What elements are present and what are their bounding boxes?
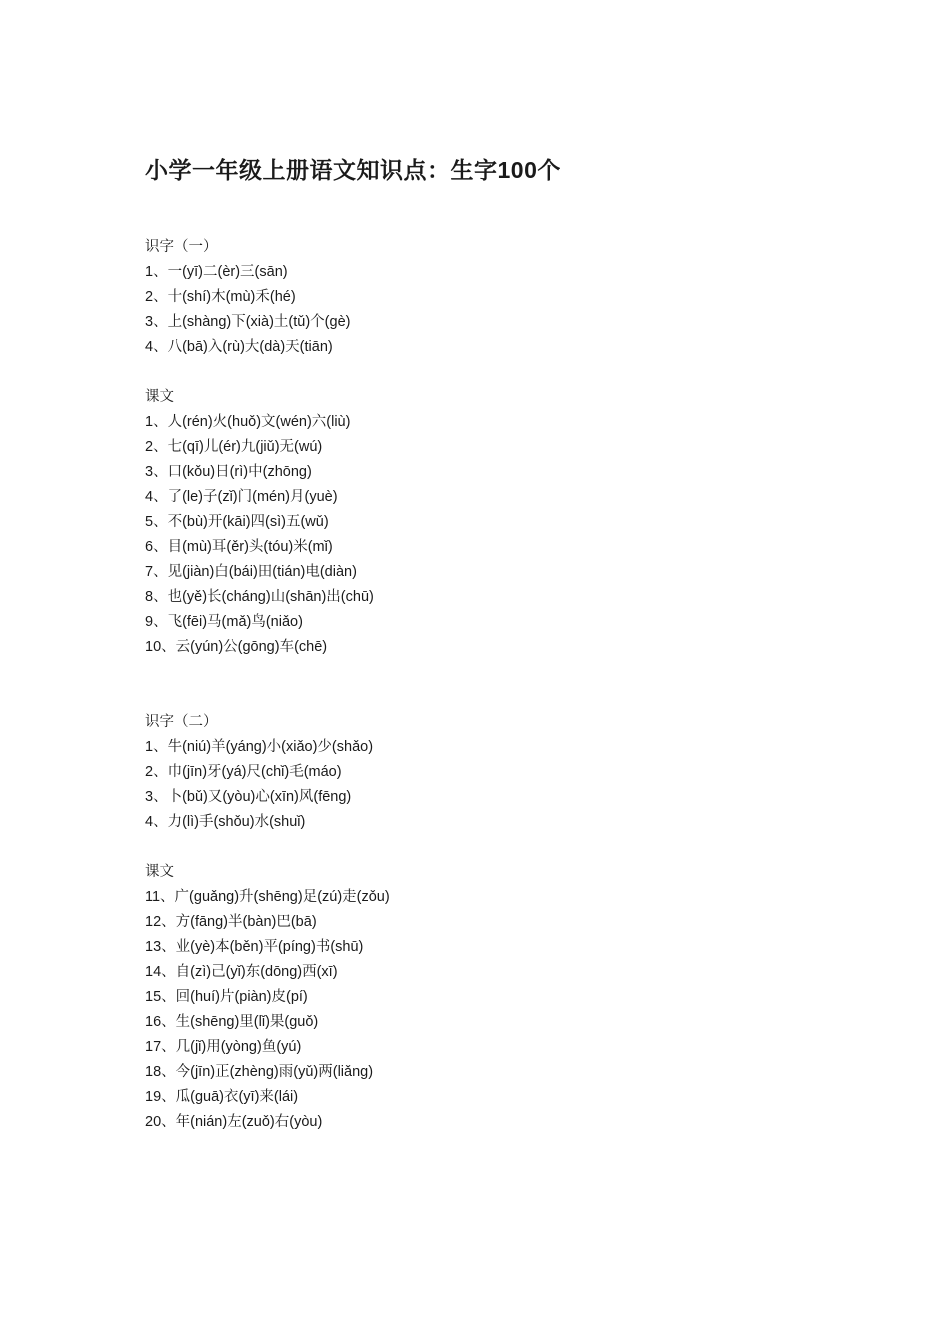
document-page <box>145 150 845 1135</box>
list-item: 1、一(yī)二(èr)三(sān) <box>145 264 288 280</box>
list-item: 2、七(qī)儿(ér)九(jiǔ)无(wú) <box>145 439 323 455</box>
list-item: 10、云(yún)公(gōng)车(chē) <box>145 639 328 655</box>
list-item: 20、年(nián)左(zuǒ)右(yòu) <box>145 1114 323 1130</box>
list-item: 2、巾(jīn)牙(yá)尺(chǐ)毛(máo) <box>145 764 342 780</box>
list-item: 5、不(bù)开(kāi)四(sì)五(wǔ) <box>145 514 329 530</box>
section-kewen-2 <box>145 860 845 1135</box>
list-item: 6、目(mù)耳(ěr)头(tóu)米(mǐ) <box>145 539 333 555</box>
list-item: 8、也(yě)长(cháng)山(shān)出(chū) <box>145 589 374 605</box>
list-item: 15、回(huí)片(piàn)皮(pí) <box>145 989 308 1005</box>
list-item: 1、牛(niú)羊(yáng)小(xiǎo)少(shǎo) <box>145 739 374 755</box>
list-item: 9、飞(fēi)马(mǎ)鸟(niǎo) <box>145 614 303 630</box>
section-heading: 识字（一） <box>145 239 218 255</box>
list-item: 4、力(lì)手(shǒu)水(shuǐ) <box>145 814 306 830</box>
list-item: 18、今(jīn)正(zhèng)雨(yǔ)两(liǎng) <box>145 1064 374 1080</box>
list-item: 2、十(shí)木(mù)禾(hé) <box>145 289 296 305</box>
list-item: 4、了(le)子(zǐ)门(mén)月(yuè) <box>145 489 338 505</box>
document-title: 小学一年级上册语文知识点：生字100个 <box>145 157 561 183</box>
list-item: 16、生(shēng)里(lǐ)果(guǒ) <box>145 1014 319 1030</box>
section-shizi-2 <box>145 710 845 835</box>
list-item: 13、业(yè)本(běn)平(píng)书(shū) <box>145 939 364 955</box>
section-shizi-1 <box>145 235 845 360</box>
section-heading: 识字（二） <box>145 714 218 730</box>
list-item: 3、卜(bǔ)又(yòu)心(xīn)风(fēng) <box>145 789 352 805</box>
list-item: 1、人(rén)火(huǒ)文(wén)六(liù) <box>145 414 351 430</box>
list-item: 7、见(jiàn)白(bái)田(tián)电(diàn) <box>145 564 357 580</box>
list-item: 3、口(kǒu)日(rì)中(zhōng) <box>145 464 312 480</box>
list-item: 17、几(jǐ)用(yòng)鱼(yú) <box>145 1039 302 1055</box>
section-heading: 课文 <box>145 864 174 880</box>
list-item: 14、自(zì)己(yǐ)东(dōng)西(xī) <box>145 964 338 980</box>
list-item: 11、广(guǎng)升(shēng)足(zú)走(zǒu) <box>145 889 390 905</box>
section-heading: 课文 <box>145 389 174 405</box>
list-item: 3、上(shàng)下(xià)土(tǔ)个(gè) <box>145 314 351 330</box>
list-item: 12、方(fāng)半(bàn)巴(bā) <box>145 914 317 930</box>
section-kewen-1 <box>145 385 845 660</box>
list-item: 19、瓜(guā)衣(yī)来(lái) <box>145 1089 299 1105</box>
list-item: 4、八(bā)入(rù)大(dà)天(tiān) <box>145 339 333 355</box>
